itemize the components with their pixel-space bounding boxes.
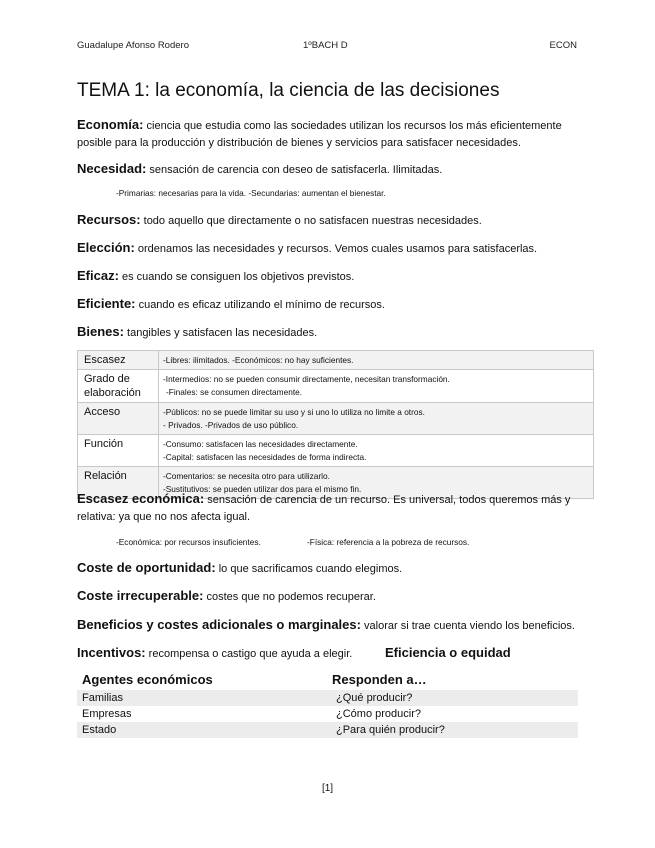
answers-col-header: Responden a…: [332, 672, 427, 687]
text-bienes: tangibles y satisfacen las necesidades.: [123, 327, 318, 339]
def-coste-irrecuperable: [77, 587, 582, 606]
table-value-line: -Libres: ilimitados. -Económicos: no hay suficientes.: [163, 355, 354, 365]
table-key: Acceso: [78, 403, 159, 435]
table-value-line: -Capital: satisfacen las necesidades de forma indirecta.: [163, 452, 367, 462]
eficiencia-equidad: [385, 644, 585, 663]
header-course: 1ºBACH D: [303, 40, 348, 51]
text-coste-oportunidad: lo que sacrificamos cuando elegimos.: [215, 563, 403, 575]
table-row: [77, 722, 578, 738]
table-value: [159, 351, 594, 370]
def-incentivos: [77, 644, 377, 663]
agent-cell: Familias: [77, 690, 331, 706]
table-row: [78, 403, 594, 435]
escasez-type-fisica: -Física: referencia a la pobreza de recursos.: [307, 537, 470, 547]
def-recursos: [77, 211, 582, 230]
answer-cell: ¿Para quién producir?: [331, 722, 578, 738]
text-economia: ciencia que estudia como las sociedades utilizan los recursos los más eficientemente posible para la producción y distribución de bienes y servicios para satisfacer necesidades.: [77, 120, 562, 149]
agent-cell: Estado: [77, 722, 331, 738]
table-value-line: -Públicos: no se puede limitar su uso y si uno lo utiliza no limite a otros.: [163, 407, 425, 417]
agents-col-header: Agentes económicos: [82, 672, 213, 687]
text-necesidad: sensación de carencia con deseo de satisfacerla. Ilimitadas.: [146, 164, 443, 176]
text-beneficios: valorar si trae cuenta viendo los beneficios.: [360, 620, 575, 632]
term-eficiente: Eficiente:: [77, 296, 136, 311]
table-value-line: -Sustitutivos: se pueden utilizar dos para el mismo fin.: [163, 484, 362, 494]
text-coste-irrecuperable: costes que no podemos recuperar.: [203, 591, 376, 603]
table-row: [78, 351, 594, 370]
term-eleccion: Elección:: [77, 240, 135, 255]
table-value-line: -Intermedios: no se pueden consumir directamente, necesitan transformación.: [163, 374, 450, 384]
text-eleccion: ordenamos las necesidades y recursos. Vemos cuales usamos para satisfacerlas.: [134, 243, 538, 255]
text-eficiente: cuando es eficaz utilizando el mínimo de recursos.: [135, 299, 385, 311]
goods-types-table: [77, 350, 594, 499]
table-row: [78, 370, 594, 403]
table-key: Función: [78, 435, 159, 467]
agents-table: [77, 690, 578, 738]
def-necesidad: [77, 160, 582, 179]
term-necesidad: Necesidad:: [77, 161, 147, 176]
table-value: [159, 370, 594, 403]
def-coste-oportunidad: [77, 559, 582, 578]
header-subject: ECON: [549, 40, 577, 51]
def-escasez: [77, 490, 587, 526]
def-beneficios: [77, 616, 597, 635]
table-value-line: -Finales: se consumen directamente.: [166, 387, 303, 397]
agent-cell: Empresas: [82, 708, 132, 720]
table-value: [159, 435, 594, 467]
answer-cell: ¿Cómo producir?: [336, 708, 421, 720]
text-incentivos: recompensa o castigo que ayuda a elegir.: [145, 648, 353, 660]
term-escasez: Escasez económica:: [77, 491, 205, 506]
def-economia: [77, 116, 582, 152]
term-eficaz: Eficaz:: [77, 268, 119, 283]
def-eficiente: [77, 295, 582, 314]
table-value-line: -Consumo: satisfacen las necesidades directamente.: [163, 439, 358, 449]
table-key: Relación: [78, 467, 159, 499]
page-title: TEMA 1: la economía, la ciencia de las decisiones: [77, 80, 500, 101]
text-escasez: sensación de carencia de un recurso. Es universal, todos queremos más y relativa: ya que no nos afecta igual.: [77, 494, 571, 523]
table-key: Escasez: [78, 351, 159, 370]
table-row: [77, 690, 578, 706]
term-beneficios: Beneficios y costes adicionales o marginales:: [77, 617, 361, 632]
def-eleccion: [77, 239, 582, 258]
table-value-line: - Privados. -Privados de uso público.: [163, 420, 299, 430]
term-coste-irrecuperable: Coste irrecuperable:: [77, 588, 204, 603]
header-author: Guadalupe Afonso Rodero: [77, 40, 189, 51]
table-row: [77, 706, 578, 722]
term-economia: Economía:: [77, 117, 144, 132]
page-number: [1]: [321, 783, 334, 794]
table-row: [78, 435, 594, 467]
eficiencia-equidad-label: Eficiencia o equidad: [385, 645, 511, 660]
term-incentivos: Incentivos:: [77, 645, 146, 660]
term-coste-oportunidad: Coste de oportunidad:: [77, 560, 216, 575]
table-value: [159, 403, 594, 435]
table-key: Grado de elaboración: [78, 370, 159, 403]
answer-cell: ¿Qué producir?: [331, 690, 578, 706]
text-eficaz: es cuando se consiguen los objetivos previstos.: [118, 271, 355, 283]
def-bienes: [77, 323, 582, 342]
term-bienes: Bienes:: [77, 324, 124, 339]
necesidad-types: -Primarias: necesarias para la vida. -Secundarias: aumentan el bienestar.: [116, 188, 386, 198]
escasez-type-economica: -Económica: por recursos insuficientes.: [116, 537, 261, 547]
table-value-line: -Comentarios: se necesita otro para utilizarlo.: [163, 471, 330, 481]
text-recursos: todo aquello que directamente o no satisfacen nuestras necesidades.: [140, 215, 482, 227]
term-recursos: Recursos:: [77, 212, 141, 227]
def-eficaz: [77, 267, 582, 286]
